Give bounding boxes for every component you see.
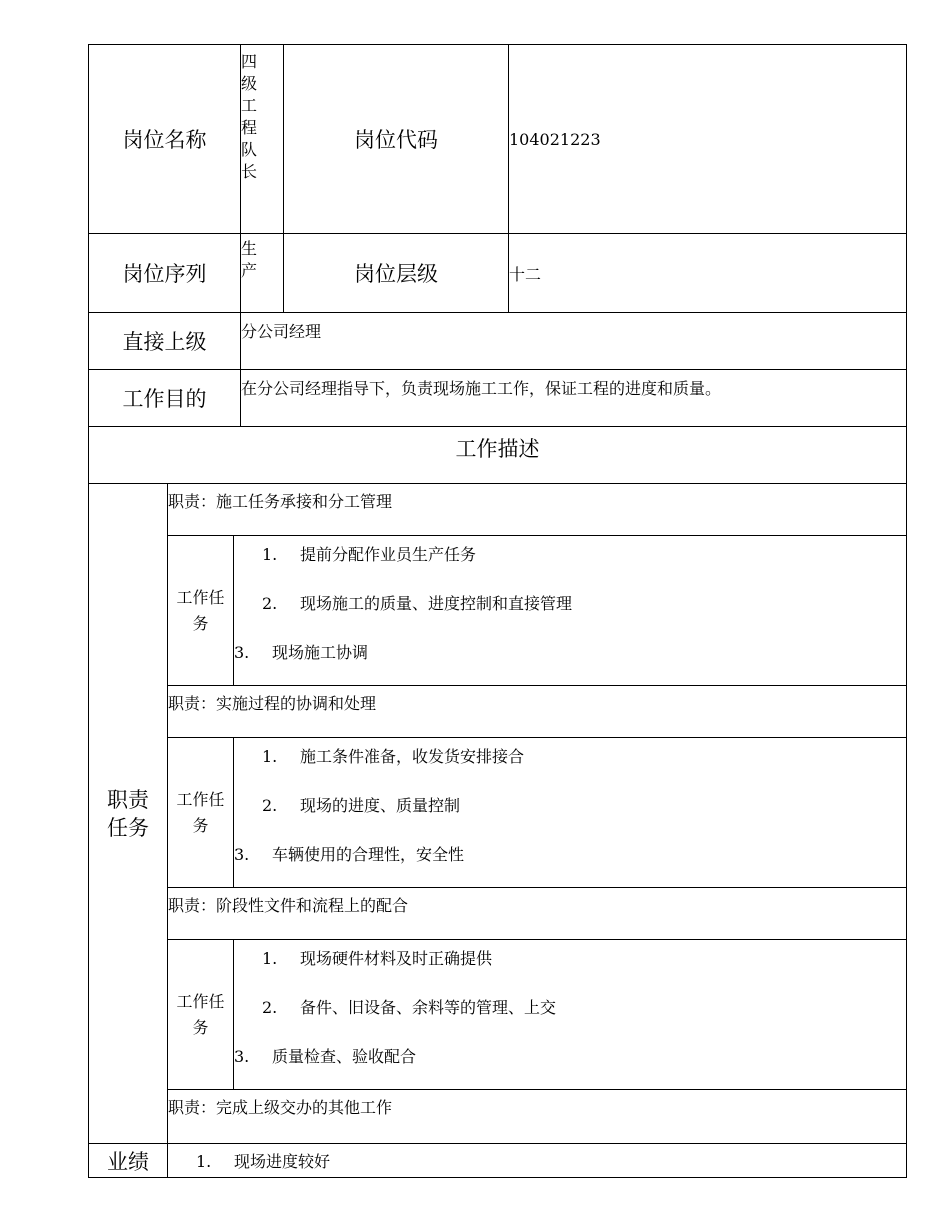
- task-label: 工作任 务: [167, 939, 234, 1090]
- post-series-value: 生 产: [240, 233, 284, 313]
- list-item: 1. 施工条件准备，收发货安排接合: [262, 747, 525, 766]
- duty-title: 职责：实施过程的协调和处理: [167, 685, 907, 738]
- task-list: [233, 939, 907, 1090]
- duties-label: 职责 任务: [88, 483, 168, 1144]
- performance-list: [167, 1143, 907, 1178]
- superior-label: 直接上级: [88, 312, 241, 370]
- post-series-label: 岗位序列: [88, 233, 241, 313]
- duty-title: 职责：施工任务承接和分工管理: [167, 483, 907, 536]
- post-code-label: 岗位代码: [283, 44, 509, 234]
- list-item: 3. 质量检查、验收配合: [234, 1047, 417, 1066]
- task-label: 工作任 务: [167, 535, 234, 686]
- purpose-value: 在分公司经理指导下，负责现场施工工作，保证工程的进度和质量。: [240, 369, 907, 427]
- task-list: [233, 737, 907, 888]
- list-item: 1. 现场进度较好: [196, 1152, 331, 1171]
- list-item: 3. 现场施工协调: [234, 643, 369, 662]
- list-item: 2. 备件、旧设备、余料等的管理、上交: [262, 998, 557, 1017]
- post-name-value: 四 级 工 程 队 长: [240, 44, 284, 234]
- list-item: 1. 提前分配作业员生产任务: [262, 545, 477, 564]
- list-item: 1. 现场硬件材料及时正确提供: [262, 949, 493, 968]
- job-description-table: [88, 44, 907, 1178]
- post-level-label: 岗位层级: [283, 233, 509, 313]
- purpose-label: 工作目的: [88, 369, 241, 427]
- task-label: 工作任 务: [167, 737, 234, 888]
- list-item: 2. 现场施工的质量、进度控制和直接管理: [262, 594, 573, 613]
- description-title: 工作描述: [88, 426, 907, 484]
- superior-value: 分公司经理: [240, 312, 907, 370]
- performance-label: 业绩: [88, 1143, 168, 1178]
- post-code-value: 104021223: [508, 44, 907, 234]
- list-item: 2. 现场的进度、质量控制: [262, 796, 461, 815]
- duty-title: 职责：完成上级交办的其他工作: [167, 1089, 907, 1144]
- task-list: [233, 535, 907, 686]
- post-name-label: 岗位名称: [88, 44, 241, 234]
- post-level-value: 十二: [508, 233, 907, 313]
- duty-title: 职责：阶段性文件和流程上的配合: [167, 887, 907, 940]
- list-item: 3. 车辆使用的合理性，安全性: [234, 845, 465, 864]
